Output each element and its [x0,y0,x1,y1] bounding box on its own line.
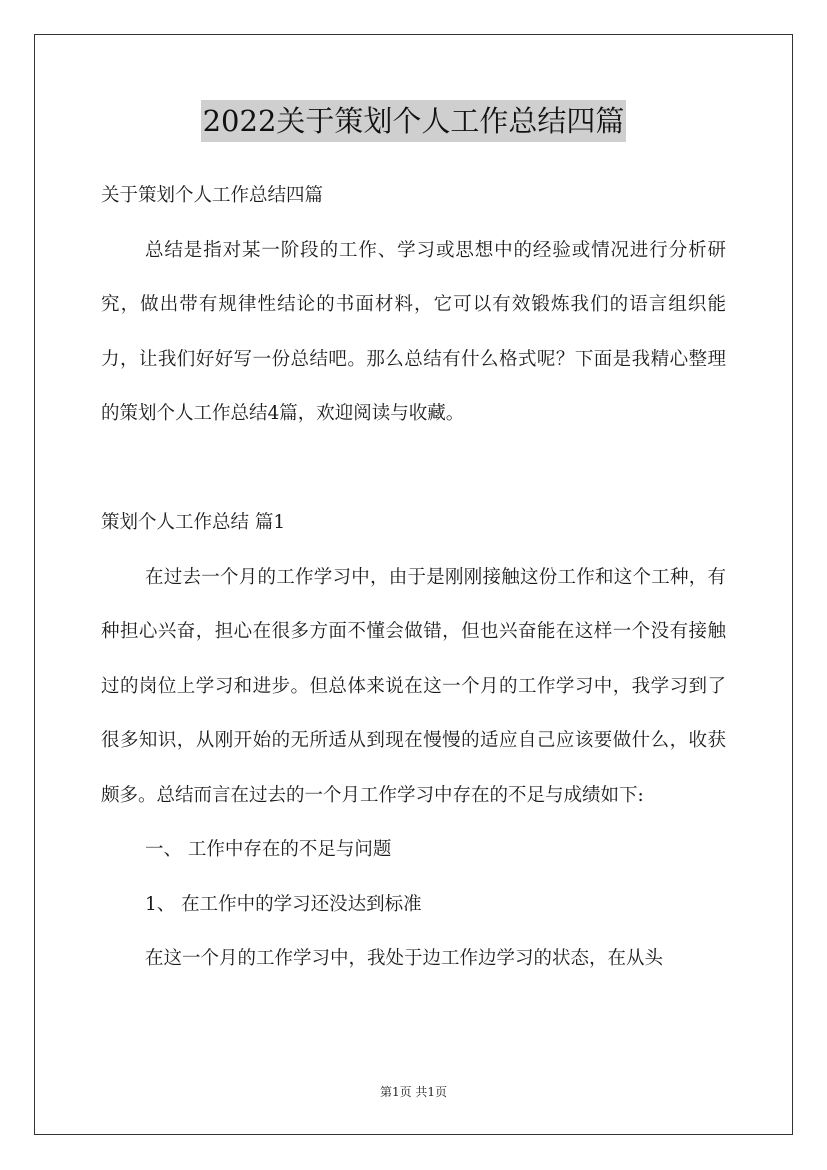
document-subtitle: 关于策划个人工作总结四篇 [101,185,324,206]
item-heading: 一、 工作中存在的不足与问题 [145,839,392,860]
document-title: 2022关于策划个人工作总结四篇 [201,100,627,142]
intro-paragraph: 总结是指对某一阶段的工作、学习或思想中的经验或情况进行分析研究，做出带有规律性结论的书面材料，它可以有效锻炼我们的语言组织能力，让我们好好写一份总结吧。那么总结有什么格式呢？下面是我精心整理的策划个人工作总结4篇，欢迎阅读与收藏。 [101,239,726,424]
paragraph-spacer [101,442,726,497]
page-footer [0,1083,827,1100]
last-paragraph: 在这一个月的工作学习中，我处于边工作边学习的状态，在从头 [145,948,664,969]
page-number: 第1页 共1页 [379,1085,448,1099]
sub-item-heading: 1、 在工作中的学习还没达到标准 [145,893,422,915]
section-paragraph: 在过去一个月的工作学习中，由于是刚刚接触这份工作和这个工种，有种担心兴奋，担心在很多方面不懂会做错，但也兴奋能在这样一个没有接触过的岗位上学习和进步。但总体来说在这一个月的工作学习中，我学习到了很多知识，从刚开始的无所适从到现在慢慢的适应自己应该要做什么，收获颇多。总结而言在过去的一个月工作学习中存在的不足与成绩如下: [101,566,726,806]
document-body [101,169,726,987]
section-heading: 策划个人工作总结 篇1 [101,512,286,533]
title-container [0,100,827,142]
